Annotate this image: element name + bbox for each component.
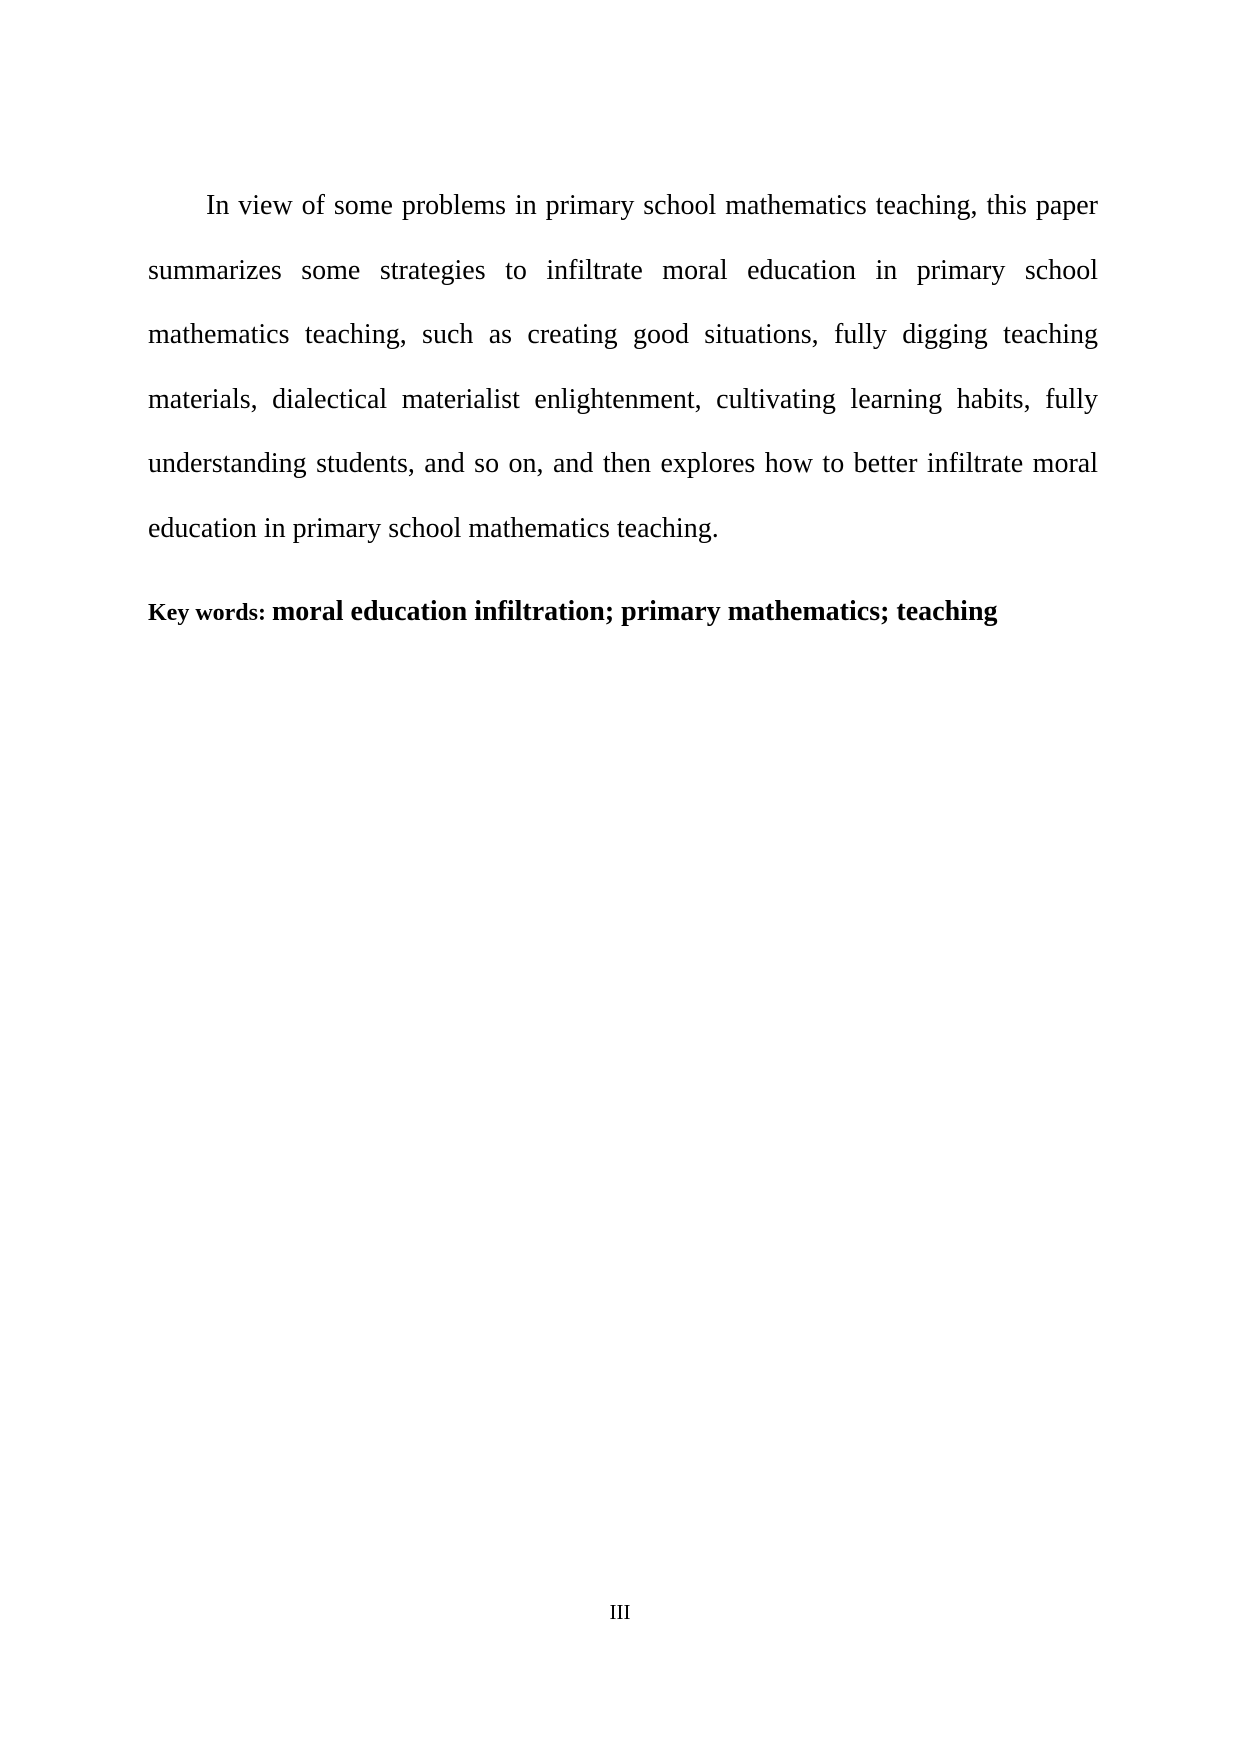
page-number: III: [609, 1600, 631, 1624]
abstract-paragraph: In view of some problems in primary school mathematics teaching, this paper summarizes some strategies to infiltrate moral education in primary school mathematics teaching, such as creating good situations, fully digging teaching materials, dialectical materialist enlightenment, cultivating learning habits, fully understanding students, and so on, and then explores how to better infiltrate moral education in primary school mathematics teaching.: [148, 190, 1098, 544]
keywords-line: [148, 596, 1148, 628]
keywords-value: moral education infiltration; primary mathematics; teaching: [271, 596, 998, 627]
keywords-label: Key words:: [148, 600, 272, 626]
